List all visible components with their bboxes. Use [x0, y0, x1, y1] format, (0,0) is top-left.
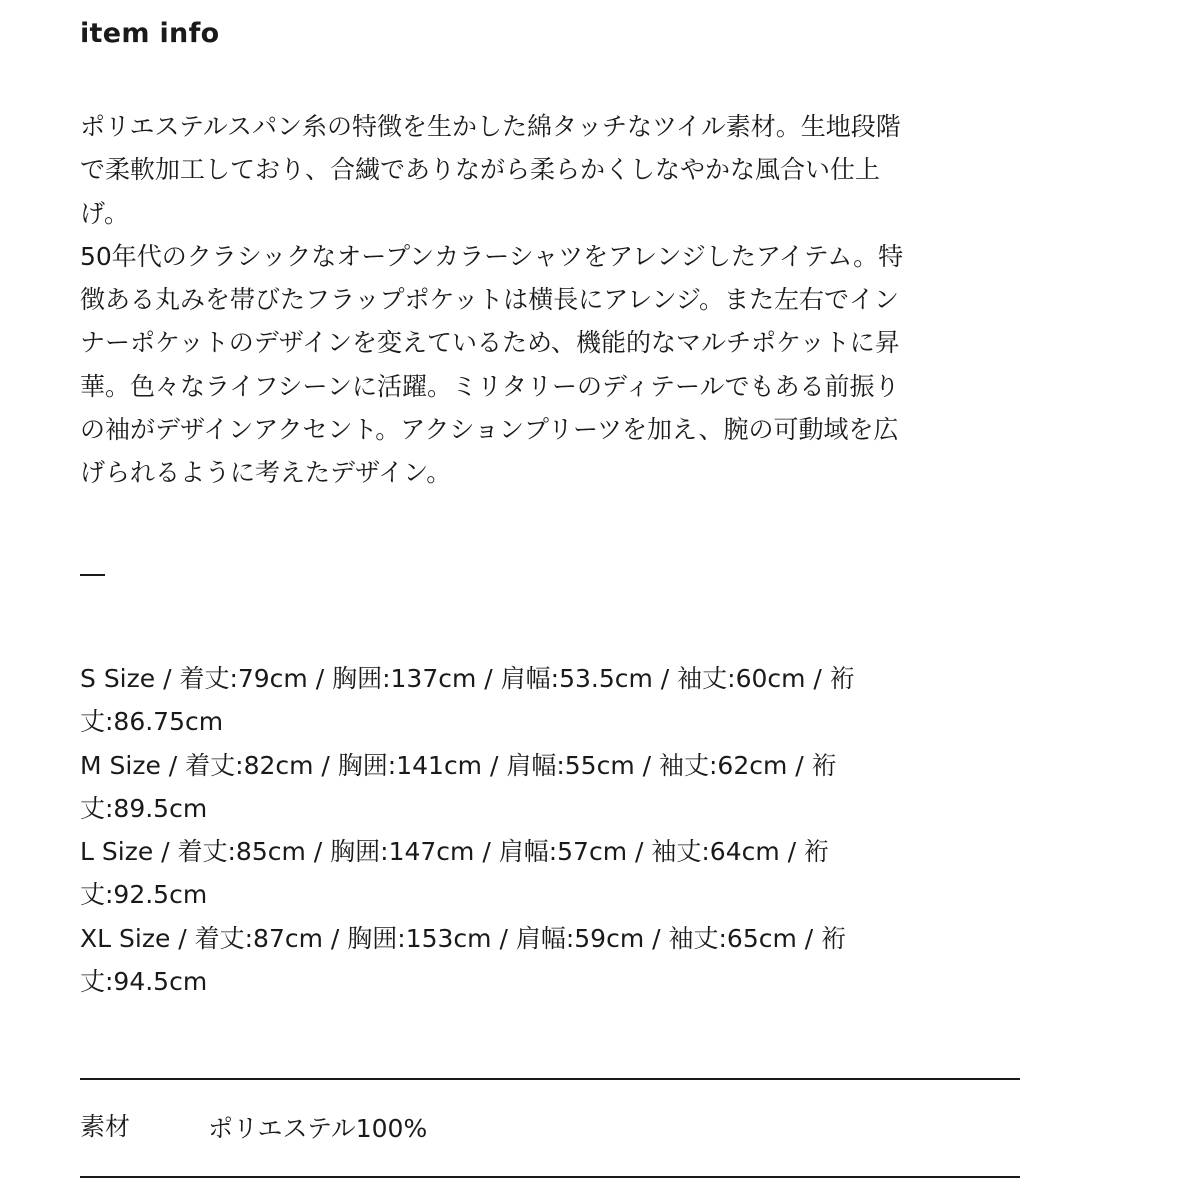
- description-line: ナーポケットのデザインを変えているため、機能的なマルチポケットに昇: [80, 328, 900, 358]
- description-line: ポリエステルスパン糸の特徴を生かした綿タッチなツイル素材。生地段階: [80, 112, 901, 141]
- spec-table-top-border: [80, 1078, 1020, 1080]
- size-line: 丈:86.75cm: [80, 707, 224, 737]
- size-line: 丈:94.5cm: [80, 967, 208, 997]
- description-line: 50年代のクラシックなオープンカラーシャツをアレンジしたアイテム。特: [80, 241, 904, 271]
- size-line: 丈:89.5cm: [80, 793, 208, 823]
- description-line: 徴ある丸みを帯びたフラップポケットは横長にアレンジ。また左右でイン: [80, 285, 900, 315]
- description-line: げ。: [80, 198, 130, 228]
- description-line: 華。色々なライフシーンに活躍。ミリタリーのディテールでもある前振り: [80, 371, 900, 401]
- material-label: 素材: [80, 1112, 131, 1141]
- material-value: ポリエステル100%: [208, 1114, 428, 1143]
- description-line: げられるように考えたデザイン。: [80, 458, 452, 488]
- description-line: の袖がデザインアクセント。アクションプリーツを加え、腕の可動域を広: [80, 415, 899, 445]
- size-line: 丈:92.5cm: [80, 880, 208, 910]
- section-title: item info: [80, 18, 220, 49]
- spec-table-bottom-border: [80, 1176, 1020, 1178]
- size-line: L Size / 着丈:85cm / 胸囲:147cm / 肩幅:57cm / 袖丈:64cm / 裄: [80, 837, 830, 867]
- size-line: XL Size / 着丈:87cm / 胸囲:153cm / 肩幅:59cm / 袖丈:65cm / 裄: [80, 923, 847, 953]
- size-line: S Size / 着丈:79cm / 胸囲:137cm / 肩幅:53.5cm / 袖丈:60cm / 裄: [80, 664, 855, 693]
- item-description: [80, 105, 1020, 495]
- section-divider-dash: [80, 574, 105, 576]
- size-line: M Size / 着丈:82cm / 胸囲:141cm / 肩幅:55cm / 袖丈:62cm / 裄: [80, 750, 837, 780]
- size-chart: [80, 657, 1020, 1003]
- description-line: で柔軟加工しており、合繊でありながら柔らかくしなやかな風合い仕上: [80, 155, 881, 185]
